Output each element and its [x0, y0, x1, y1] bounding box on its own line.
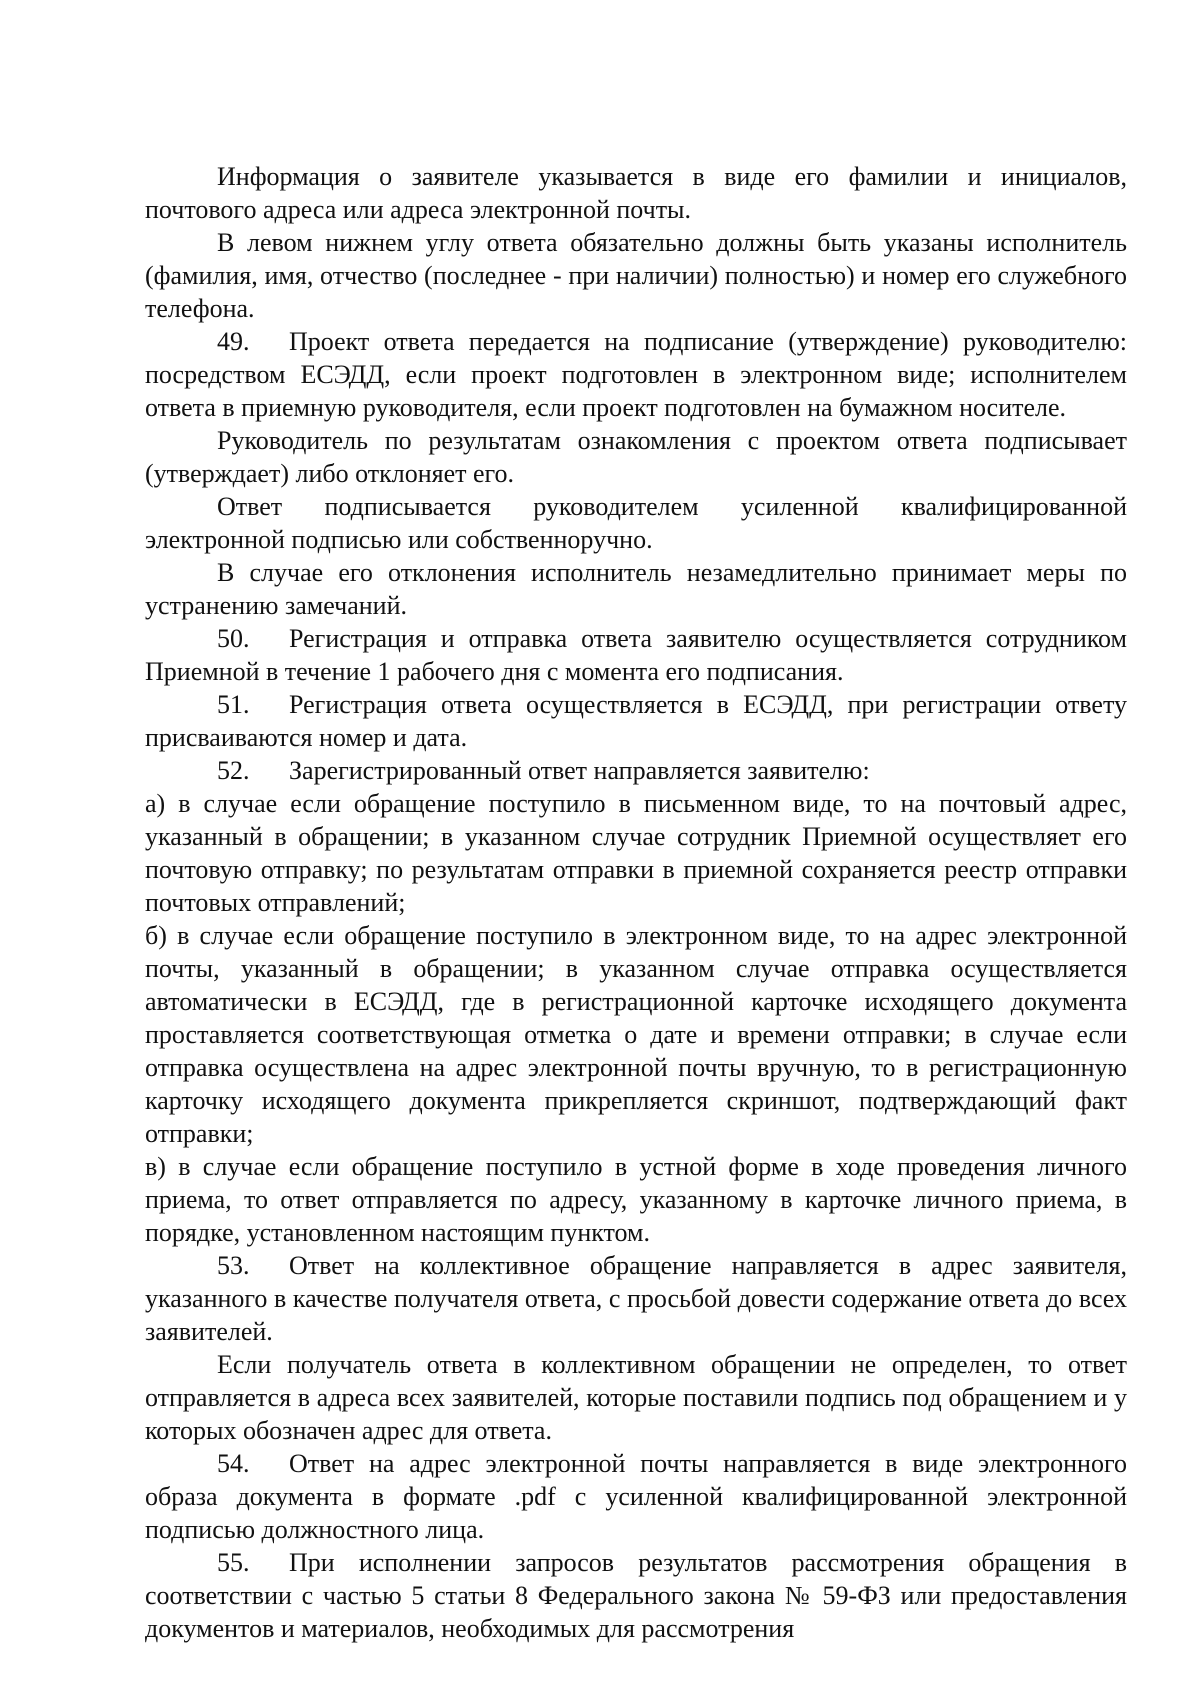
numbered-paragraph	[145, 1447, 1127, 1546]
item-number: 55.	[217, 1548, 250, 1577]
numbered-paragraph	[145, 1546, 1127, 1645]
item-number: 51.	[217, 690, 250, 719]
item-text: Регистрация и отправка ответа заявителю осуществляется сотрудником Приемной в течение 1 рабочего дня с момента его подписания.	[145, 624, 1127, 686]
sub-item-v: в) в случае если обращение поступило в устной форме в ходе проведения личного приема, то ответ отправляется по адресу, указанному в карточке личного приема, в порядке, установленном настоящим пунктом.	[145, 1152, 1127, 1247]
item-number: 49.	[217, 327, 250, 356]
item-text: Зарегистрированный ответ направляется заявителю:	[289, 756, 870, 785]
numbered-paragraph	[145, 754, 1127, 787]
item-number: 54.	[217, 1449, 250, 1478]
sub-item-b: б) в случае если обращение поступило в электронном виде, то на адрес электронной почты, указанный в обращении; в указанном случае отправка осуществляется автоматически в ЕСЭДД, где в регистрационной карточке исходящего документа проставляется соответствующая отметка о дате и времени отправки; в случае если отправка осуществлена на адрес электронной почты вручную, то в регистрационную карточку исходящего документа прикрепляется скриншот, подтверждающий факт отправки;	[145, 921, 1127, 1148]
item-text: Регистрация ответа осуществляется в ЕСЭДД, при регистрации ответу присваиваются номер и дата.	[145, 690, 1127, 752]
item-text: Ответ на адрес электронной почты направляется в виде электронного образа документа в формате .pdf с усиленной квалифицированной электронной подписью должностного лица.	[145, 1449, 1127, 1544]
item-number: 52.	[217, 756, 250, 785]
paragraph: Ответ подписывается руководителем усиленной квалифицированной электронной подписью или собственноручно.	[145, 492, 1127, 554]
item-text: Проект ответа передается на подписание (утверждение) руководителю: посредством ЕСЭДД, если проект подготовлен в электронном виде; исполнителем ответа в приемную руководителя, если проект подготовлен на бумажном носителе.	[145, 327, 1127, 422]
item-number: 50.	[217, 624, 250, 653]
numbered-paragraph	[145, 325, 1127, 424]
paragraph: Руководитель по результатам ознакомления с проектом ответа подписывает (утверждает) либо отклоняет его.	[145, 426, 1127, 488]
paragraph: В левом нижнем углу ответа обязательно должны быть указаны исполнитель (фамилия, имя, отчество (последнее - при наличии) полностью) и номер его служебного телефона.	[145, 228, 1127, 323]
sub-item-a: а) в случае если обращение поступило в письменном виде, то на почтовый адрес, указанный в обращении; в указанном случае сотрудник Приемной осуществляет его почтовую отправку; по результатам отправки в приемной сохраняется реестр отправки почтовых отправлений;	[145, 789, 1127, 917]
paragraph: В случае его отклонения исполнитель незамедлительно принимает меры по устранению замечаний.	[145, 558, 1127, 620]
paragraph: Если получатель ответа в коллективном обращении не определен, то ответ отправляется в адреса всех заявителей, которые поставили подпись под обращением и у которых обозначен адрес для ответа.	[145, 1350, 1127, 1445]
item-number: 53.	[217, 1251, 250, 1280]
numbered-paragraph	[145, 688, 1127, 754]
paragraph: Информация о заявителе указывается в виде его фамилии и инициалов, почтового адреса или адреса электронной почты.	[145, 162, 1127, 224]
item-text: Ответ на коллективное обращение направляется в адрес заявителя, указанного в качестве получателя ответа, с просьбой довести содержание ответа до всех заявителей.	[145, 1251, 1127, 1346]
document-body	[145, 160, 1127, 1645]
numbered-paragraph	[145, 1249, 1127, 1348]
item-text: При исполнении запросов результатов рассмотрения обращения в соответствии с частью 5 статьи 8 Федерального закона № 59-ФЗ или предоставления документов и материалов, необходимых для рассмотрения	[145, 1548, 1127, 1643]
numbered-paragraph	[145, 622, 1127, 688]
